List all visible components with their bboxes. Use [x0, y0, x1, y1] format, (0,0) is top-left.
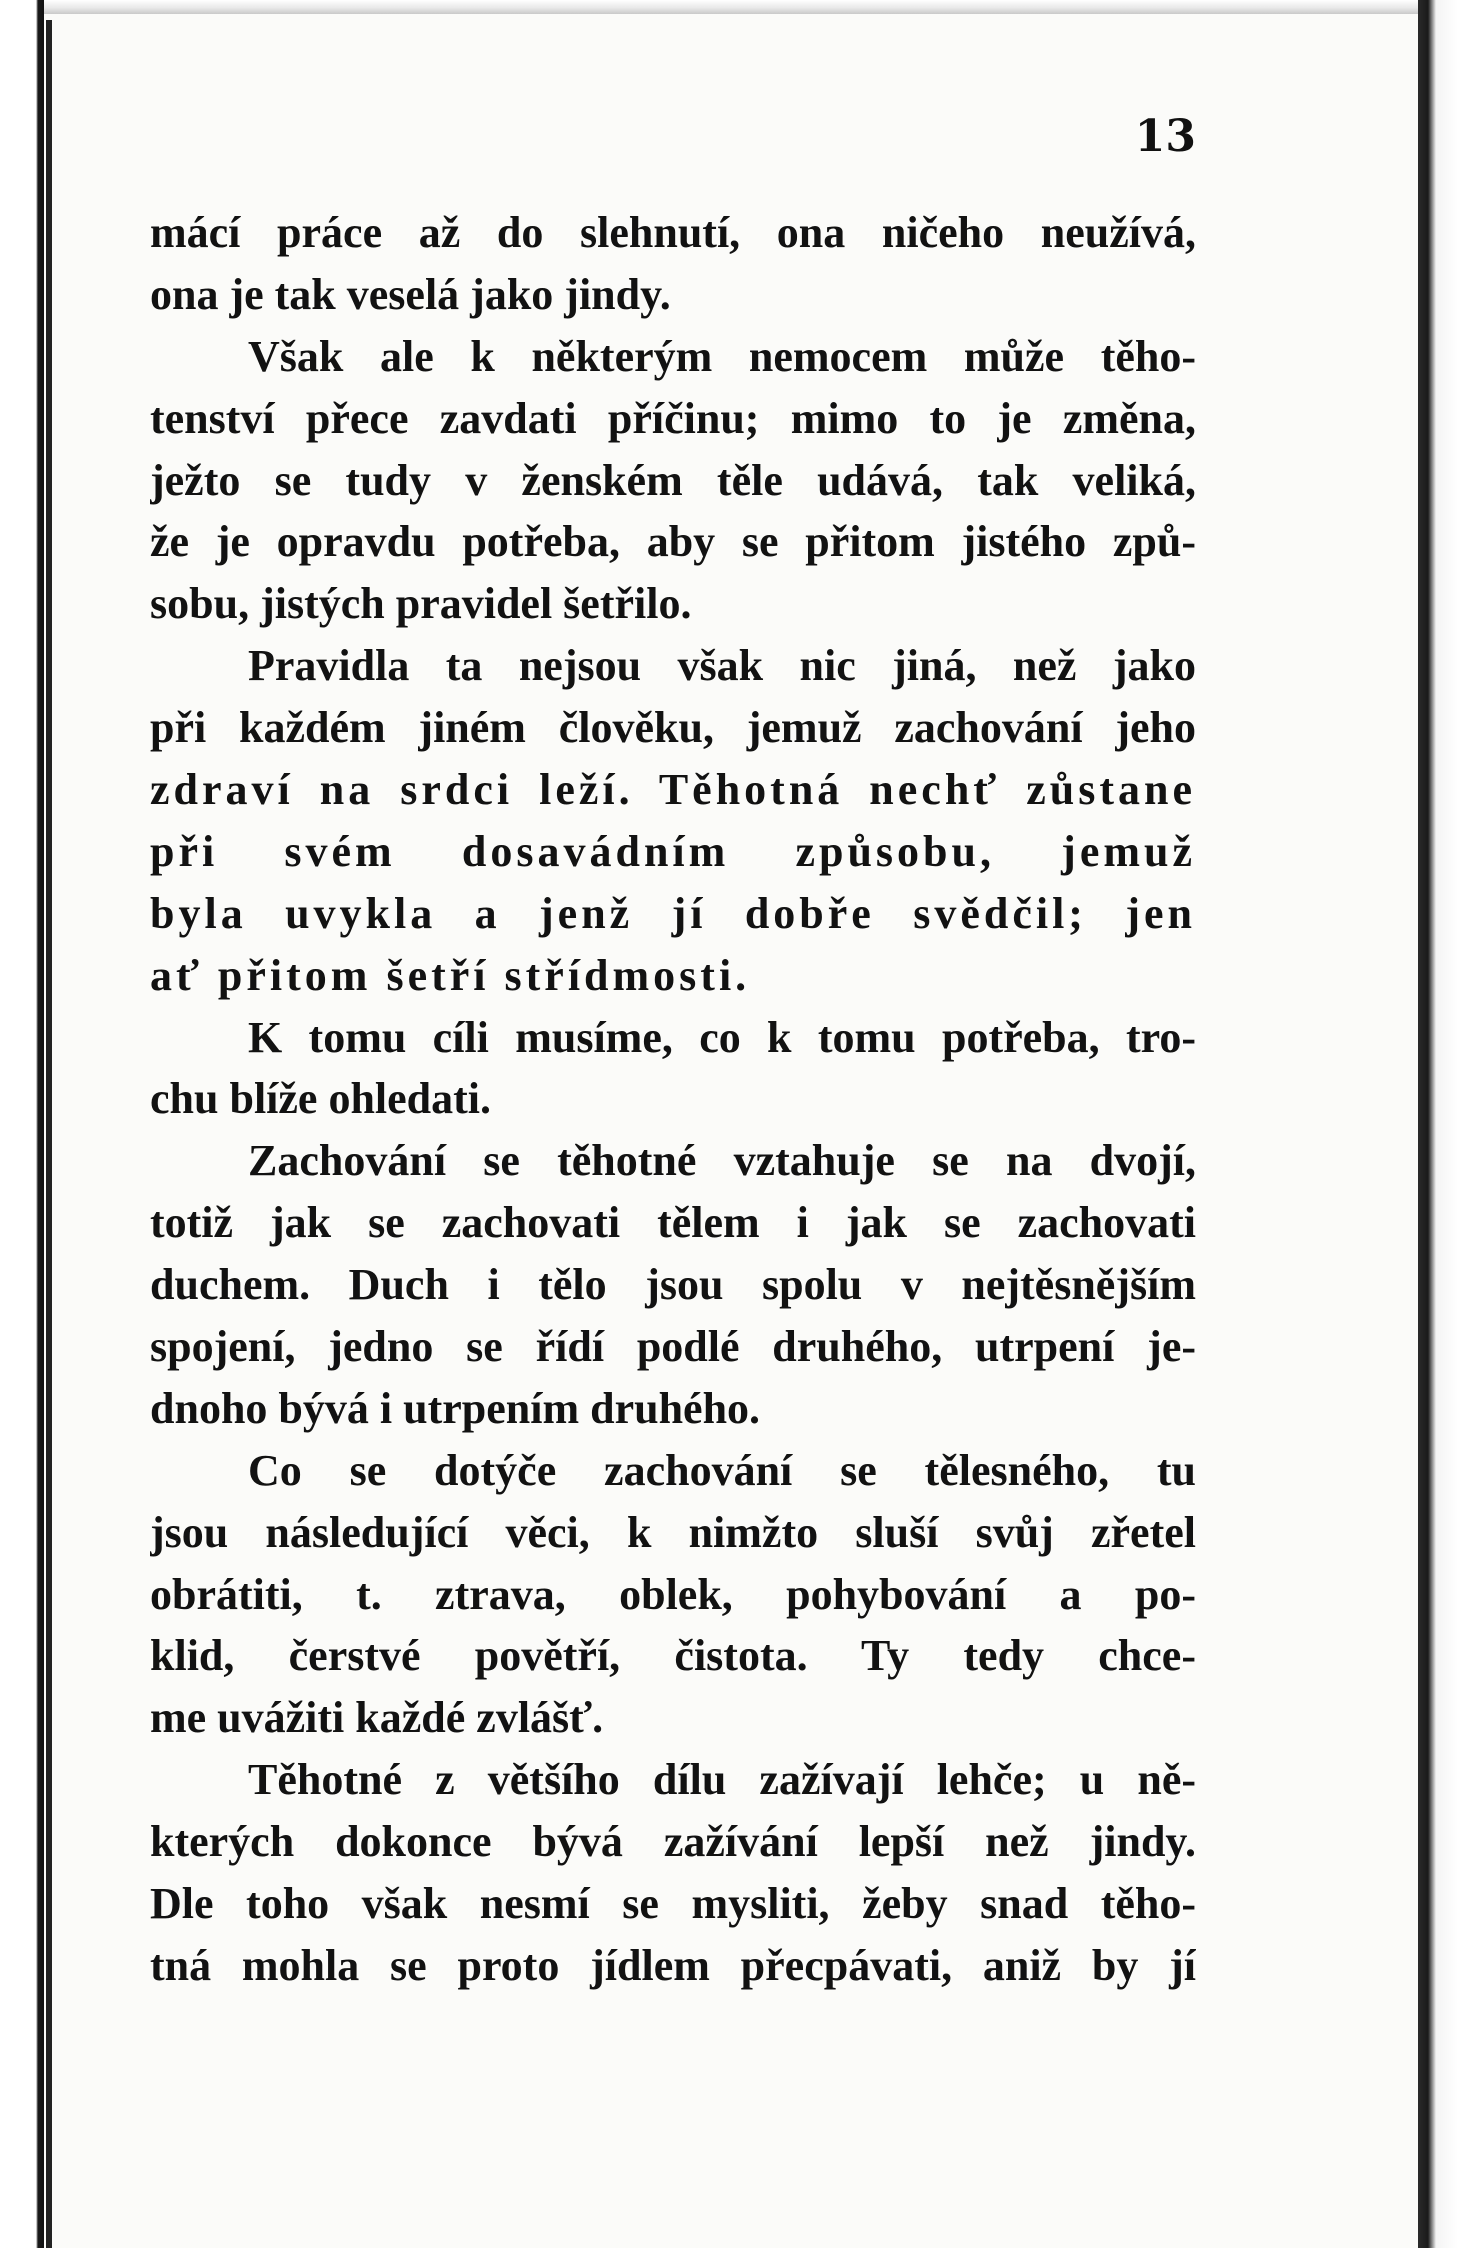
text-line: totiž jak se zachovati tělem i jak se zachovati — [150, 1198, 1196, 1248]
text-line: při každém jiném člověku, jemuž zachování jeho — [150, 703, 1196, 753]
text-line: zdraví na srdci leží. Těhotná nechť zůstane — [150, 765, 1196, 815]
text-line: ať přitom šetří střídmosti. — [150, 950, 751, 1000]
text-line: tná mohla se proto jídlem přecpávati, aniž by jí — [150, 1940, 1196, 1990]
text-line: že je opravdu potřeba, aby se přitom jistého způ- — [150, 517, 1196, 567]
scan-right-edge — [1418, 0, 1458, 2248]
text-line: chu blíže ohledati. — [150, 1074, 492, 1124]
text-line: tenství přece zavdati příčinu; mimo to je změna, — [150, 393, 1196, 443]
text-line: kterých dokonce bývá zažívání lepší než jindy. — [150, 1817, 1196, 1867]
text-line: Pravidla ta nejsou však nic jiná, než jako — [248, 641, 1196, 691]
text-line: ježto se tudy v ženském těle udává, tak veliká, — [150, 455, 1196, 505]
text-line: sobu, jistých pravidel šetřilo. — [150, 579, 692, 629]
text-line: obrátiti, t. ztrava, oblek, pohybování a po- — [150, 1569, 1196, 1619]
text-line: ona je tak veselá jako jindy. — [150, 269, 671, 319]
text-line: Co se dotýče zachování se tělesného, tu — [248, 1445, 1196, 1495]
text-line: jsou následující věci, k nimžto sluší svůj zřetel — [150, 1507, 1196, 1557]
scan-top-edge — [0, 0, 1458, 14]
body-text — [150, 202, 1196, 1997]
text-line: Těhotné z většího dílu zažívají lehče; u ně- — [248, 1755, 1196, 1805]
text-line: duchem. Duch i tělo jsou spolu v nejtěsnějším — [150, 1260, 1196, 1310]
text-line: mácí práce až do slehnutí, ona ničeho neužívá, — [150, 208, 1196, 257]
text-line: K tomu cíli musíme, co k tomu potřeba, tro- — [248, 1012, 1196, 1062]
text-line: při svém dosavádním způsobu, jemuž — [150, 826, 1196, 876]
text-line: klid, čerstvé povětří, čistota. Ty tedy chce- — [150, 1631, 1196, 1681]
text-line: dnoho bývá i utrpením druhého. — [150, 1383, 761, 1433]
page-number: 13 — [1134, 111, 1196, 162]
text-line: me uvážiti každé zvlášť. — [150, 1693, 604, 1743]
text-line: spojení, jedno se řídí podlé druhého, utrpení je- — [150, 1322, 1196, 1372]
text-line: Dle toho však nesmí se mysliti, žeby snad těho- — [150, 1879, 1196, 1929]
text-line: byla uvykla a jenž jí dobře svědčil; jen — [150, 888, 1196, 938]
scan-left-edge — [0, 0, 44, 2248]
text-line: Zachování se těhotné vztahuje se na dvojí, — [248, 1136, 1196, 1186]
scan-binding-shadow — [46, 20, 52, 2248]
text-line: Však ale k některým nemocem může těho- — [248, 331, 1196, 381]
